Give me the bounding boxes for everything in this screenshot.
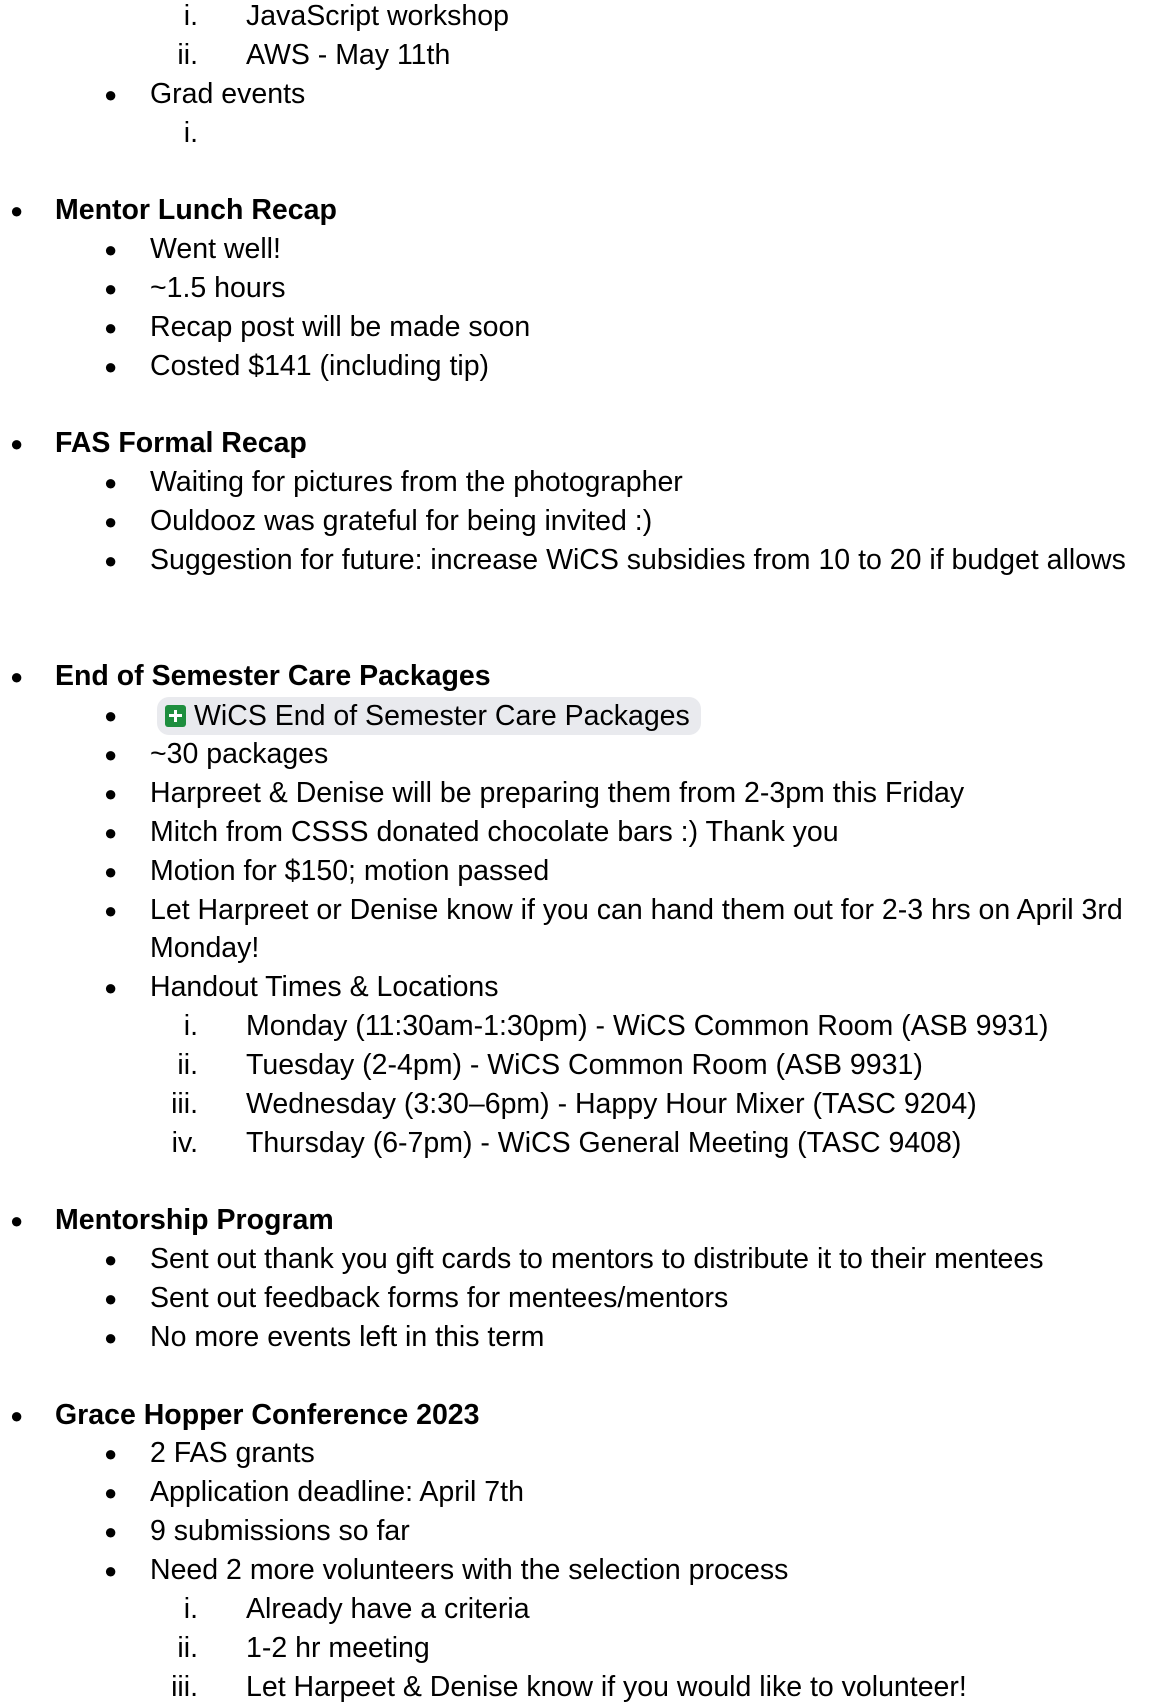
list-item (0, 1590, 1163, 1629)
list-number: iii. (171, 1087, 198, 1120)
item-text: Application deadline: April 7th (150, 1476, 524, 1509)
bullet-marker: ● (104, 781, 118, 806)
bullet-marker: ● (10, 1208, 24, 1234)
bullet-marker: ● (104, 742, 118, 768)
list-item (0, 696, 1163, 735)
list-item (0, 1318, 1163, 1357)
item-text: 1-2 hr meeting (246, 1631, 430, 1664)
bullet-marker: ● (104, 703, 118, 729)
item-text: Wednesday (3:30–6pm) - Happy Hour Mixer (TASC 9204) (246, 1087, 977, 1120)
chip-label: WiCS End of Semester Care Packages (194, 700, 690, 733)
list-item (0, 774, 1163, 813)
section-heading-item (0, 1201, 1163, 1240)
list-item (0, 502, 1163, 541)
section-heading-item (0, 1396, 1163, 1435)
bullet-marker: ● (104, 1558, 118, 1583)
list-number: iv. (171, 1126, 198, 1159)
item-text: Thursday (6-7pm) - WiCS General Meeting (TASC 9408) (246, 1126, 962, 1159)
list-item (0, 1279, 1163, 1318)
item-text: Mitch from CSSS donated chocolate bars :) Thank you (150, 815, 839, 848)
item-text: Sent out thank you gift cards to mentors to distribute it to their mentees (150, 1243, 1044, 1276)
bullet-marker: ● (104, 1519, 118, 1545)
section-heading-item (0, 657, 1163, 696)
section-heading: Grace Hopper Conference 2023 (55, 1398, 480, 1431)
list-item (0, 813, 1163, 852)
list-item (0, 1007, 1163, 1046)
bullet-marker: ● (104, 819, 118, 845)
bullet-marker: ● (104, 1480, 118, 1506)
item-text: No more events left in this term (150, 1320, 545, 1353)
list-item (0, 114, 1163, 153)
item-text: Monday (11:30am-1:30pm) - WiCS Common Room (ASB 9931) (246, 1010, 1049, 1043)
list-item (0, 230, 1163, 269)
bullet-marker: ● (104, 897, 118, 923)
section-heading: Mentor Lunch Recap (55, 194, 337, 227)
item-text: 9 submissions so far (150, 1515, 410, 1548)
item-text: Costed $141 (including tip) (150, 349, 490, 382)
bullet-marker: ● (104, 275, 118, 301)
list-number: ii. (177, 1631, 198, 1664)
list-item (0, 1551, 1163, 1590)
bullet-marker: ● (104, 975, 118, 1001)
list-item (0, 735, 1163, 774)
section-heading: Mentorship Program (55, 1204, 334, 1237)
section-heading: End of Semester Care Packages (55, 660, 491, 693)
item-text: Monday! (150, 932, 260, 965)
google-sheets-icon (165, 705, 186, 727)
list-item (0, 929, 1163, 968)
item-text: Handout Times & Locations (150, 971, 499, 1004)
bullet-marker: ● (10, 664, 24, 690)
bullet-marker: ● (104, 470, 118, 496)
bullet-marker: ● (104, 547, 118, 573)
item-text: Ouldooz was grateful for being invited :) (150, 505, 653, 538)
list-item (0, 541, 1163, 580)
bullet-marker: ● (104, 237, 118, 263)
item-text: Suggestion for future: increase WiCS subsidies from 10 to 20 if budget allows (150, 543, 1126, 576)
item-text: ~30 packages (150, 738, 329, 771)
item-text: Harpreet & Denise will be preparing them from 2-3pm this Friday (150, 777, 965, 809)
bullet-marker: ● (10, 431, 24, 457)
spreadsheet-link-chip[interactable] (157, 697, 701, 735)
list-item (0, 1046, 1163, 1085)
list-item (0, 269, 1163, 308)
list-number: i. (183, 0, 198, 32)
list-item (0, 0, 1163, 36)
item-text: Let Harpreet or Denise know if you can hand them out for 2-3 hrs on April 3rd (150, 893, 1123, 926)
list-item (0, 891, 1163, 930)
item-text: AWS - May 11th (246, 38, 451, 71)
list-number: ii. (177, 38, 198, 71)
list-item (0, 36, 1163, 75)
list-number: iii. (171, 1670, 198, 1703)
list-item (0, 1240, 1163, 1279)
item-text: Tuesday (2-4pm) - WiCS Common Room (ASB 9931) (246, 1048, 923, 1081)
bullet-marker: ● (10, 1402, 24, 1428)
item-text: JavaScript workshop (246, 0, 509, 32)
bullet-marker: ● (104, 509, 118, 535)
bullet-marker: ● (104, 1286, 118, 1312)
bullet-marker: ● (104, 1324, 118, 1350)
item-text: Grad events (150, 77, 306, 110)
list-number: ii. (177, 1048, 198, 1081)
list-item (0, 347, 1163, 386)
item-text: Went well! (150, 233, 281, 266)
item-text: Sent out feedback forms for mentees/mentors (150, 1282, 729, 1315)
list-item (0, 1668, 1163, 1707)
list-item (0, 463, 1163, 502)
item-text: Waiting for pictures from the photographer (150, 466, 683, 499)
bullet-marker: ● (104, 314, 118, 340)
section-heading: FAS Formal Recap (55, 427, 307, 460)
item-text: Let Harpeet & Denise know if you would like to volunteer! (246, 1670, 967, 1703)
list-item (0, 1473, 1163, 1512)
item-text: Already have a criteria (246, 1592, 530, 1625)
list-item (0, 1629, 1163, 1668)
list-item (0, 1434, 1163, 1473)
item-text: 2 FAS grants (150, 1437, 315, 1470)
bullet-marker: ● (104, 81, 118, 107)
bullet-marker: ● (104, 353, 118, 379)
list-item (0, 1512, 1163, 1551)
bullet-marker: ● (104, 1247, 118, 1273)
list-item (0, 852, 1163, 891)
list-number: i. (183, 1592, 198, 1625)
item-text: Recap post will be made soon (150, 310, 531, 343)
item-text: Motion for $150; motion passed (150, 854, 550, 887)
bullet-marker: ● (10, 198, 24, 224)
bullet-marker: ● (104, 858, 118, 884)
list-item (0, 75, 1163, 114)
list-item (0, 968, 1163, 1007)
item-text: ~1.5 hours (150, 271, 286, 304)
list-item (0, 1085, 1163, 1124)
section-heading-item (0, 424, 1163, 463)
list-item (0, 308, 1163, 347)
list-item (0, 1124, 1163, 1163)
list-number: i. (183, 1010, 198, 1043)
bullet-marker: ● (104, 1441, 118, 1467)
list-number: i. (183, 116, 198, 149)
item-text: Need 2 more volunteers with the selection process (150, 1554, 789, 1586)
section-heading-item (0, 191, 1163, 230)
